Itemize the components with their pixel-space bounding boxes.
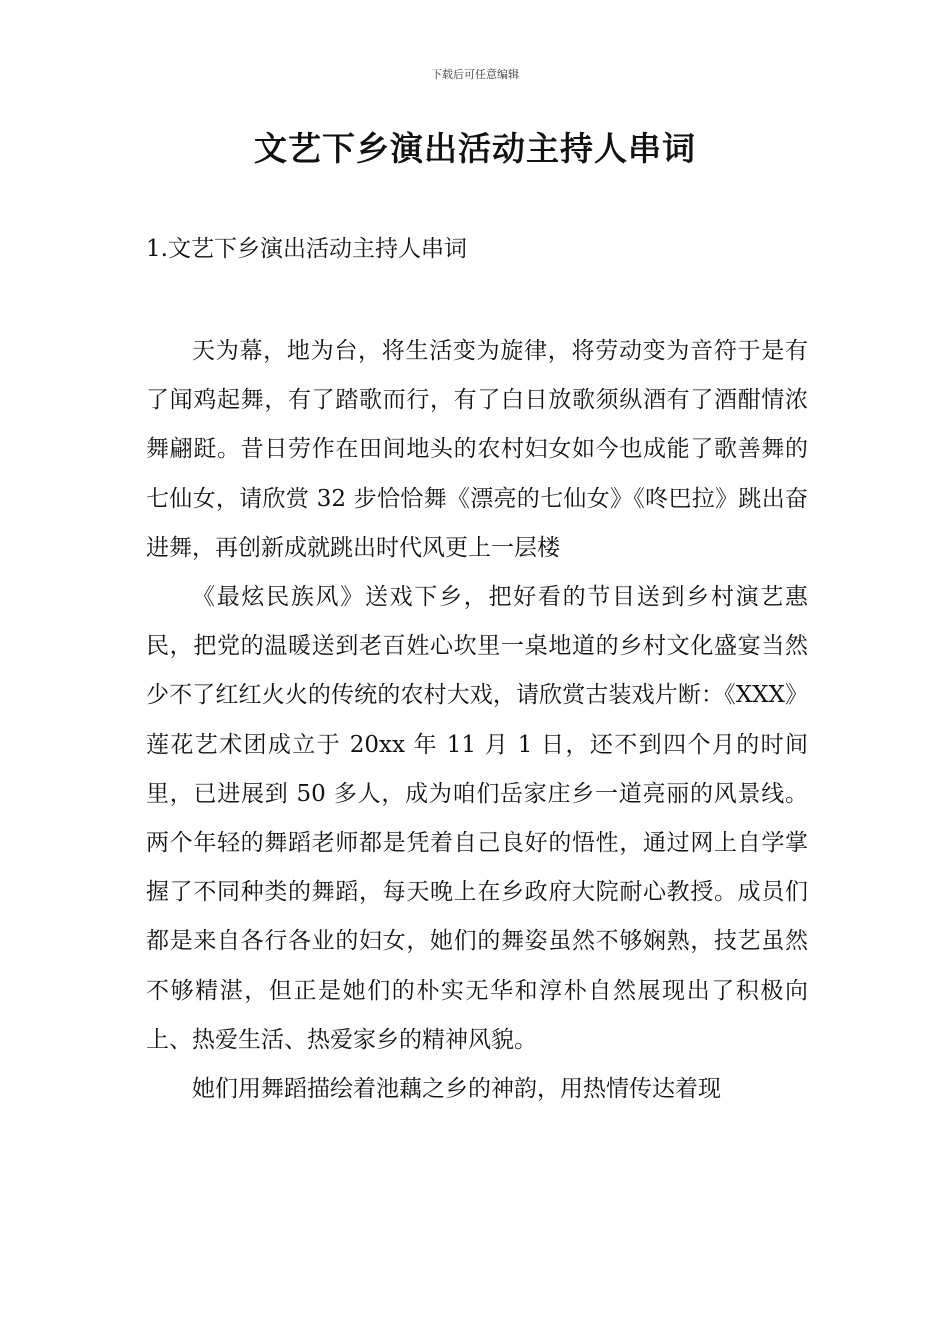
section-heading: 1.文艺下乡演出活动主持人串词 [146, 236, 467, 262]
paragraph: 《最炫民族风》送戏下乡，把好看的节目送到乡村演艺惠民，把党的温暖送到老百姓心坎里一桌地道的乡村文化盛宴当然少不了红红火火的传统的农村大戏，请欣赏古装戏片断：《XXX》莲花艺术团成立于 20xx 年 11 月 1 日，还不到四个月的时间里，已进展到 50 多人，成为咱们岳家庄乡一道亮丽的风景线。两个年轻的舞蹈老师都是凭着自己良好的悟性，通过网上自学掌握了不同种类的舞蹈，每天晚上在乡政府大院耐心教授。成员们都是来自各行各业的妇女，她们的舞姿虽然不够娴熟，技艺虽然不够精湛，但正是她们的朴实无华和淳朴自然展现出了积极向上、热爱生活、热爱家乡的精神风貌。 [146, 584, 808, 1053]
paragraph: 她们用舞蹈描绘着池藕之乡的神韵，用热情传达着现 [192, 1076, 721, 1103]
paragraph: 天为幕，地为台，将生活变为旋律，将劳动变为音符于是有了闻鸡起舞，有了踏歌而行，有了白日放歌须纵酒有了酒酣情浓舞翩跹。昔日劳作在田间地头的农村妇女如今也成能了歌善舞的七仙女，请欣赏 32 步恰恰舞《漂亮的七仙女》《咚巴拉》跳出奋进舞，再创新成就跳出时代风更上一层楼 [146, 338, 808, 561]
header-note: 下载后可任意编辑 [431, 68, 519, 81]
document-body [146, 327, 808, 1114]
document-title: 文艺下乡演出活动主持人串词 [254, 129, 696, 168]
